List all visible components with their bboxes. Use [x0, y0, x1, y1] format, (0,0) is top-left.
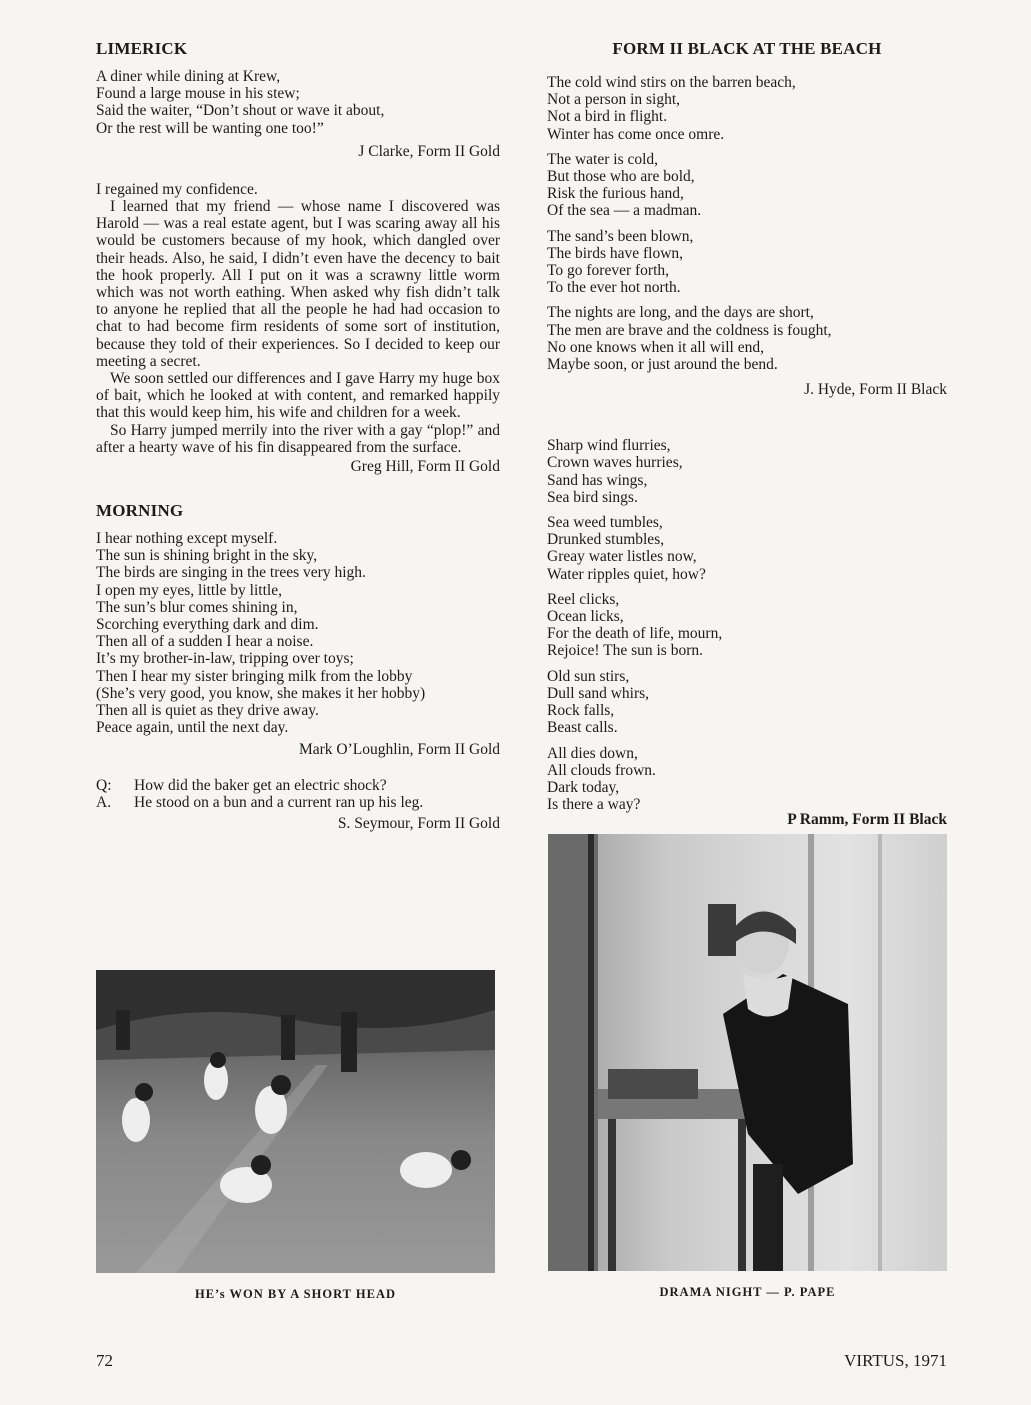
poem-line: Sea bird sings.: [547, 488, 638, 506]
answer-text: He stood on a bun and a current ran up his leg.: [134, 793, 424, 811]
story: [96, 181, 500, 456]
poem-line: Of the sea — a madman.: [547, 202, 702, 220]
stanza: [547, 437, 947, 506]
wind-credit: P Ramm, Form II Black: [787, 811, 947, 829]
poem-line: Maybe soon, or just around the bend.: [547, 356, 778, 374]
question-label: Q:: [96, 776, 112, 794]
poem-line: Dark today,: [547, 778, 620, 796]
poem-line: The sand’s been blown,: [547, 227, 694, 245]
poem-line: Then I hear my sister bringing milk from the lobby: [96, 667, 413, 685]
poem-line: Said the waiter, “Don’t shout or wave it about,: [96, 102, 385, 120]
poem-line: To the ever hot north.: [547, 279, 681, 297]
drama-night-photo: [548, 834, 947, 1271]
stanza: [547, 668, 947, 737]
poem-line: Reel clicks,: [547, 590, 620, 608]
joke-credit: S. Seymour, Form II Gold: [337, 814, 500, 832]
poem-line: The water is cold,: [547, 150, 659, 168]
poem-line: I hear nothing except myself.: [96, 530, 278, 548]
drama-night-illustration: [548, 834, 947, 1271]
poem-line: Then all is quiet as they drive away.: [96, 702, 319, 720]
poem-line: Found a large mouse in his stew;: [96, 85, 300, 103]
limerick-poem: [96, 68, 500, 137]
poem-line: A diner while dining at Krew,: [96, 68, 281, 85]
poem-line: Crown waves hurries,: [547, 454, 683, 472]
poem-line: To go forever forth,: [547, 262, 670, 280]
poem-line: All dies down,: [547, 744, 638, 762]
poem-line: Old sun stirs,: [547, 667, 630, 685]
poem-line: The nights are long, and the days are short,: [547, 304, 814, 322]
morning-poem: [96, 530, 500, 736]
poem-line: The sun’s blur comes shining in,: [96, 598, 298, 616]
story-paragraph: I learned that my friend — whose name I discovered was Harold — was a real estate agent, but I was scaring away all his would be customers because of my hook, which dangled over their heads. Also, he said, I didn’t even have the decency to bait the hook properly. All I put on it was a scrawny little worm which was not worth eathing. When asked why fish didn’t talk to anyone he replied that all the people he had had occasion to chat to had become firm residents of some sort of institution, because they told of their experiences. So I decided to keep our meeting a secret.: [96, 198, 500, 370]
poem-line: Rock falls,: [547, 702, 615, 720]
limerick-title: LIMERICK: [96, 39, 188, 58]
story-paragraph: So Harry jumped merrily into the river with a gay “plop!” and after a hearty wave of his fin disappeared from the surface.: [96, 421, 500, 456]
morning-title: MORNING: [96, 501, 184, 521]
page-number: 72: [96, 1351, 113, 1370]
limerick-credit: J Clarke, Form II Gold: [358, 142, 500, 160]
poem-line: For the death of life, mourn,: [547, 625, 723, 643]
poem-line: Greay water listles now,: [547, 548, 697, 566]
stanza: [547, 228, 947, 297]
story-credit: Greg Hill, Form II Gold: [350, 458, 500, 476]
poem-line: Beast calls.: [547, 719, 618, 737]
stanza: [547, 745, 947, 814]
poem-line: Winter has come once omre.: [547, 125, 725, 143]
left-photo-caption: HE’s WON BY A SHORT HEAD: [194, 1287, 397, 1301]
poem-line: The cold wind stirs on the barren beach,: [547, 74, 796, 91]
poem-line: Rejoice! The sun is born.: [547, 642, 703, 660]
poem-line: Not a bird in flight.: [547, 108, 668, 126]
right-photo-caption: DRAMA NIGHT — P. PAPE: [659, 1285, 836, 1299]
sports-day-photo: [96, 970, 495, 1273]
stanza: [547, 74, 947, 143]
sports-day-illustration: [96, 970, 495, 1273]
poem-line: The sun is shining bright in the sky,: [96, 547, 318, 565]
joke: [96, 777, 500, 811]
poem-line: I open my eyes, little by little,: [96, 581, 282, 599]
answer-label: A.: [96, 793, 112, 811]
poem-line: Not a person in sight,: [547, 91, 681, 109]
poem-line: Then all of a sudden I hear a noise.: [96, 633, 314, 651]
poem-line: Ocean licks,: [547, 608, 624, 626]
poem-line: Or the rest will be wanting one too!”: [96, 119, 324, 137]
stanza: [547, 591, 947, 660]
poem-line: The birds are singing in the trees very high.: [96, 564, 366, 582]
beach-title: FORM II BLACK AT THE BEACH: [612, 39, 882, 58]
poem-line: Sharp wind flurries,: [547, 437, 671, 455]
publication-name: VIRTUS, 1971: [844, 1351, 947, 1370]
stanza: [547, 514, 947, 583]
poem-line: Sea weed tumbles,: [547, 514, 663, 532]
poem-line: Risk the furious hand,: [547, 185, 684, 203]
question-text: How did the baker get an electric shock?: [134, 776, 387, 794]
poem-line: Dull sand whirs,: [547, 684, 650, 702]
morning-credit: Mark O’Loughlin, Form II Gold: [298, 740, 500, 758]
poem-line: The men are brave and the coldness is fought,: [547, 321, 832, 339]
beach-credit: J. Hyde, Form II Black: [804, 381, 947, 399]
stanza: [547, 304, 947, 373]
poem-line: Sand has wings,: [547, 471, 648, 489]
stanza: [547, 151, 947, 220]
poem-line: All clouds frown.: [547, 761, 656, 779]
poem-line: Drunked stumbles,: [547, 531, 665, 549]
poem-line: (She’s very good, you know, she makes it her hobby): [96, 684, 426, 702]
poem-line: It’s my brother-in-law, tripping over toys;: [96, 650, 354, 668]
story-paragraph: I regained my confidence.: [96, 180, 258, 198]
poem-line: Is there a way?: [547, 796, 641, 814]
poem-line: Scorching everything dark and dim.: [96, 616, 319, 634]
left-column: [96, 38, 500, 833]
beach-poem: [547, 74, 947, 373]
wind-poem: [547, 437, 947, 813]
story-paragraph: We soon settled our differences and I gave Harry my huge box of bait, which he looked at with content, and remarked happily that this would keep him, his wife and children for a week.: [96, 370, 500, 422]
poem-line: No one knows when it all will end,: [547, 338, 764, 356]
poem-line: Water ripples quiet, how?: [547, 565, 706, 583]
poem-line: But those who are bold,: [547, 168, 695, 186]
poem-line: The birds have flown,: [547, 244, 684, 262]
right-column: [547, 38, 947, 829]
poem-line: Peace again, until the next day.: [96, 719, 289, 737]
